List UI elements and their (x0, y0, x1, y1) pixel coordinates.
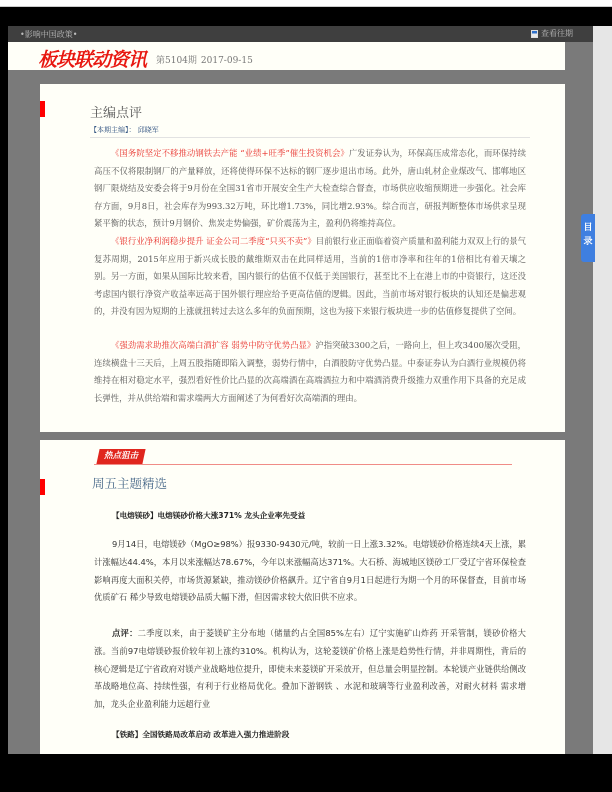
editor-line (90, 125, 159, 135)
comment-label: 点评： (112, 628, 138, 638)
review-headline-link[interactable]: 《强劲需求助推次高端白酒扩容 弱势中防守优势凸显》 (111, 340, 316, 350)
hot-spot-panel (40, 440, 565, 760)
topic-body: 9月14日，电熔镁砂（MgO≥98%）报9330-9430元/吨，较前一日上涨3.32%。电熔镁砂价格连续4天上涨，累计涨幅达44.4%，本月以来涨幅达78.67%，今年以来涨幅高达371%。大石桥、海城地区镁砂工厂受辽宁省环保检查影响再度大面积关停，市场货源紧缺，推动镁砂价格飙升。辽宁省自9月1日起进行为期一个月的环保督查，目前市场优质矿石 稀少导致电熔镁砂品质大幅下滑，但因需求较大依旧供不应求。 (94, 539, 526, 603)
toc-tab-button[interactable]: 目录 (581, 214, 595, 262)
hot-spot-tag: 热点狙击 (96, 449, 145, 464)
hot-spot-divider (94, 464, 512, 465)
editor-label: 【本期主编】： (90, 126, 136, 134)
review-text: 广发证券认为，环保高压成常态化，而环保持续高压不仅将限制钢厂的产量释放，还将使得环保不达标的钢厂逐步退出市场。此外，唐山轧材企业煤改气、邯郸地区钢厂限烧结及安委会将于9月份在全国31省市开展安全生产大检查综合督查，市场供应收缩预期进一步强化。社会库存方面，9月8日，社会库存为993.32万吨，环比增1.73%，同比增2.93%。综合而言，研报判断整体市场供求呈现紧平衡的状态，预计9月钢价、焦炭走势偏强，矿价震荡为主，盈利仍将维持高位。 (94, 148, 526, 229)
review-paragraph (94, 233, 526, 321)
editor-name: 邱晓军 (137, 126, 159, 134)
right-gutter (593, 26, 612, 754)
review-headline-link[interactable]: 《国务院坚定不移推动钢铁去产能 “业绩+旺季”催生投资机会》 (111, 148, 349, 158)
masthead (8, 42, 565, 70)
top-bar (8, 26, 593, 42)
bottom-edge (0, 754, 612, 792)
review-headline-link[interactable]: 《银行业净利润稳步提升 证金公司二季度“只买不卖”》 (111, 236, 316, 246)
review-text: 沪指突破3300之后，一路向上，但上攻3400屡次受阻，连续横盘十三天后，上周五股指随即陷入调整，弱势行情中，白酒股防守优势凸显。中泰证券认为白酒行业规模仍将维持在相对稳定水平，强烈看好性价比凸显的次高端酒在高端酒拉力和中端酒消费升级推力双重作用下具备的充足成长弹性，并从供给端和需求端两大方面阐述了为何看好次高端酒的理由。 (94, 340, 526, 403)
review-paragraph (94, 337, 526, 407)
past-issues-link[interactable] (531, 28, 573, 39)
issue-number: 第5104期 (156, 56, 197, 66)
topic-heading[interactable]: 【电熔镁砂】电熔镁砂价格大涨371% 龙头企业率先受益 (112, 511, 306, 520)
editor-review-panel (40, 84, 565, 432)
section-title: 主编点评 (90, 106, 143, 121)
comment-text: 二季度以来，由于菱镁矿主分布地（储量约占全国85%左右）辽宁实施矿山炸药 开采管制，镁砂价格大涨。当前97电熔镁砂报价较年初上涨约310%。机构认为，这轮菱镁矿价格上涨是趋势性行情，并非周期性，背后的核心逻辑是辽宁省政府对镁产业战略地位提升，即使未来菱镁矿开采放开，但总量会明显控制。本轮镁产业链供给侧改革战略地位高、持续性强，有利于行业格局优化。叠加下游钢铁 、水泥和玻璃等行业盈利改善，对耐火材料 需求增加，龙头企业盈利能力远超行业 (94, 628, 526, 710)
past-issues-label: 查看往期 (541, 29, 573, 38)
section-marker (40, 479, 45, 495)
calendar-icon (531, 30, 538, 38)
review-paragraph (94, 145, 526, 233)
section-marker (40, 101, 45, 117)
review-text: 目前银行业正面临着资产质量和盈利能力双双上行的景气复苏周期，2015年应用于新兴成长股的戴维斯双击在此同样适用，当前的1倍市净率和往年的1倍相比有着天壤之别。另一方面，如果从国际比较来看，国内银行的估值不仅低于美国银行，甚至比不上在港上市的中资银行，这还没考虑国内银行净资产收益率远高于国外银行理应给予更高估值的逻辑。因此，当前市场对银行板块的认知还是偏悲观的，并没有因为短期的上涨就扭转过去这么多年的负面预期，这也为接下来银行板块进一步的估值修复提供了空间。 (94, 236, 527, 317)
section-title: 周五主题精选 (92, 476, 168, 491)
slogan: •影响中国政策• (20, 30, 78, 39)
top-edge (0, 0, 612, 7)
topic-comment (94, 625, 526, 714)
issue-info (156, 53, 257, 66)
logo: 板块联动资讯 (38, 49, 147, 71)
divider (90, 137, 530, 138)
issue-date: 2017-09-15 (200, 56, 253, 66)
newsletter-viewer (8, 26, 593, 754)
topic-heading[interactable]: 【铁路】全国铁路局改革启动 改革进入强力推进阶段 (112, 730, 290, 739)
